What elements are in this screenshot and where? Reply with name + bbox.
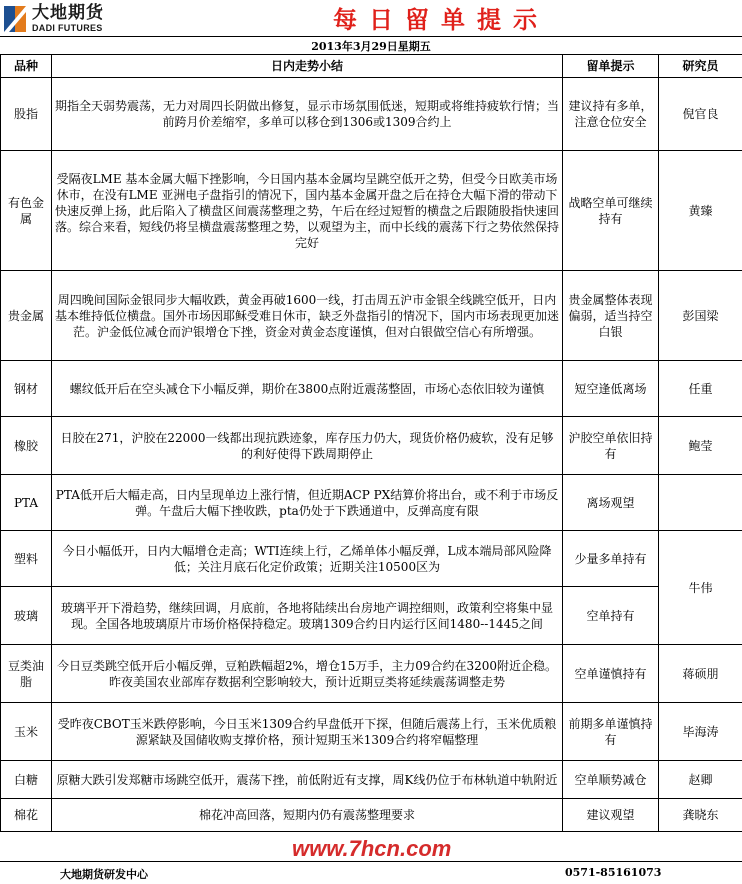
researcher-cell: 赵卿 xyxy=(659,761,742,799)
product-cell: 棉花 xyxy=(1,799,52,832)
logo xyxy=(2,2,141,36)
tip-cell: 前期多单谨慎持有 xyxy=(563,703,659,761)
tip-cell: 沪胶空单依旧持有 xyxy=(563,417,659,475)
trend-cell: 日胶在271，沪胶在22000一线都出现抗跌迹象，库存压力仍大，现货价格仍疲软，没有足够的利好使得下跌周期停止 xyxy=(52,417,563,475)
dadi-logo-icon xyxy=(2,4,28,34)
trend-cell: 今日小幅低开，日内大幅增仓走高；WTI连续上行，乙烯单体小幅反弹，L成本端局部风险降低；关注月底石化定价政策；近期关注10500区为 xyxy=(52,531,563,587)
column-header-trend: 日内走势小结 xyxy=(52,55,563,78)
logo-english-name: DADI FUTURES xyxy=(32,23,103,33)
table-row xyxy=(1,799,742,832)
trend-cell: 受昨夜CBOT玉米跌停影响，今日玉米1309合约早盘低开下探，但随后震荡上行，玉米优质粮源紧缺及国储收购支撑价格，预计短期玉米1309合约将窄幅整理 xyxy=(52,703,563,761)
tip-cell: 建议持有多单，注意仓位安全 xyxy=(563,78,659,151)
logo-chinese-name: 大地期货 xyxy=(32,3,104,23)
column-header-product: 品种 xyxy=(1,55,52,78)
report-date: 2013年3月29日星期五 xyxy=(0,36,742,55)
table-row xyxy=(1,475,742,531)
product-cell: 塑料 xyxy=(1,531,52,587)
product-cell: 橡胶 xyxy=(1,417,52,475)
researcher-cell: 任重 xyxy=(659,361,742,417)
column-header-tip: 留单提示 xyxy=(563,55,659,78)
trend-cell: 棉花冲高回落，短期内仍有震荡整理要求 xyxy=(52,799,563,832)
footer xyxy=(0,861,742,884)
tip-cell: 建议观望 xyxy=(563,799,659,832)
product-cell: 股指 xyxy=(1,78,52,151)
product-cell: 豆类油脂 xyxy=(1,645,52,703)
trend-cell: 玻璃平开下滑趋势，继续回调，月底前，各地将陆续出台房地产调控细则，政策利空将集中显现。全国各地玻璃原片市场价格保持稳定。玻璃1309合约日内运行区间1480--1445之间 xyxy=(52,587,563,645)
product-cell: 白糖 xyxy=(1,761,52,799)
trend-cell: 受隔夜LME 基本金属大幅下挫影响，今日国内基本金属均呈跳空低开之势，但受今日欧美市场休市，在没有LME 亚洲电子盘指引的情况下，国内基本金属开盘之后在持仓大幅下滑的带动下快速反弹上扬，此后陷入了横盘区间震荡整理之势，午后在经过短暂的横盘之后跟随股指快速回落。综合来看，短线仍将呈横盘震荡整理之势，以观望为主，而中长线的震荡下行之势依然保持完好 xyxy=(52,151,563,271)
table-row xyxy=(1,78,742,151)
table-row xyxy=(1,587,742,645)
product-cell: PTA xyxy=(1,475,52,531)
trend-cell: 螺纹低开后在空头减仓下小幅反弹，期价在3800点附近震荡整固，市场心态依旧较为谨慎 xyxy=(52,361,563,417)
tip-cell: 离场观望 xyxy=(563,475,659,531)
researcher-cell: 蒋硕朋 xyxy=(659,645,742,703)
researcher-cell: 彭国梁 xyxy=(659,271,742,361)
tip-cell: 空单谨慎持有 xyxy=(563,645,659,703)
researcher-cell: 鲍莹 xyxy=(659,417,742,475)
product-cell: 玻璃 xyxy=(1,587,52,645)
researcher-cell: 龚晓东 xyxy=(659,799,742,832)
column-header-researcher: 研究员 xyxy=(659,55,742,78)
researcher-cell: 牛伟 xyxy=(659,531,742,645)
trend-cell: 期指全天弱势震荡，无力对周四长阴做出修复，显示市场氛围低迷，短期或将维持疲软行情；当前跨月价差缩窄，多单可以移仓到1306或1309合约上 xyxy=(52,78,563,151)
tip-cell: 战略空单可继续持有 xyxy=(563,151,659,271)
tip-cell: 空单顺势减仓 xyxy=(563,761,659,799)
table-row xyxy=(1,151,742,271)
table-row xyxy=(1,361,742,417)
product-cell: 玉米 xyxy=(1,703,52,761)
table-header-row xyxy=(1,55,742,78)
trend-cell: 今日豆类跳空低开后小幅反弹，豆粕跌幅超2%，增仓15万手，主力09合约在3200附近企稳。昨夜美国农业部库存数据利空影响较大，预计近期豆类将延续震荡调整走势 xyxy=(52,645,563,703)
table-row xyxy=(1,531,742,587)
product-cell: 贵金属 xyxy=(1,271,52,361)
table-row xyxy=(1,417,742,475)
trend-cell: PTA低开后大幅走高，日内呈现单边上涨行情，但近期ACP PX结算价将出台，或不利于市场反弹。午盘后大幅下挫收跌，pta仍处于下跌通道中，反弹高度有限 xyxy=(52,475,563,531)
product-cell: 钢材 xyxy=(1,361,52,417)
table-row xyxy=(1,271,742,361)
trend-cell: 原糖大跌引发郑糖市场跳空低开，震荡下挫，前低附近有支撑，周K线仍位于布林轨道中轨附近 xyxy=(52,761,563,799)
researcher-cell: 毕海涛 xyxy=(659,703,742,761)
tip-cell: 贵金属整体表现偏弱，适当持空白银 xyxy=(563,271,659,361)
footer-phone: 0571-85161073 xyxy=(565,866,662,879)
product-cell: 有色金属 xyxy=(1,151,52,271)
site-watermark: www.7hcn.com xyxy=(292,836,452,861)
researcher-cell: 黄臻 xyxy=(659,151,742,271)
table-row xyxy=(1,761,742,799)
researcher-cell: 倪官良 xyxy=(659,78,742,151)
tip-cell: 短空逢低离场 xyxy=(563,361,659,417)
trend-cell: 周四晚间国际金银同步大幅收跌，黄金再破1600一线，打击周五沪市金银全线跳空低开，日内基本维持低位横盘。国外市场因耶稣受难日休市，缺乏外盘指引的情况下，国内市场表现更加迷茫。沪金低位减仓而沪银增仓下挫，资金对黄金态度谨慎，但对白银做空信心有所增强。 xyxy=(52,271,563,361)
researcher-cell xyxy=(659,475,742,531)
hold-tips-table xyxy=(0,54,742,832)
page-title: 每日留单提示 xyxy=(333,5,549,34)
tip-cell: 少量多单持有 xyxy=(563,531,659,587)
footer-organization: 大地期货研发中心 xyxy=(60,868,148,881)
tip-cell: 空单持有 xyxy=(563,587,659,645)
table-row xyxy=(1,645,742,703)
table-row xyxy=(1,703,742,761)
